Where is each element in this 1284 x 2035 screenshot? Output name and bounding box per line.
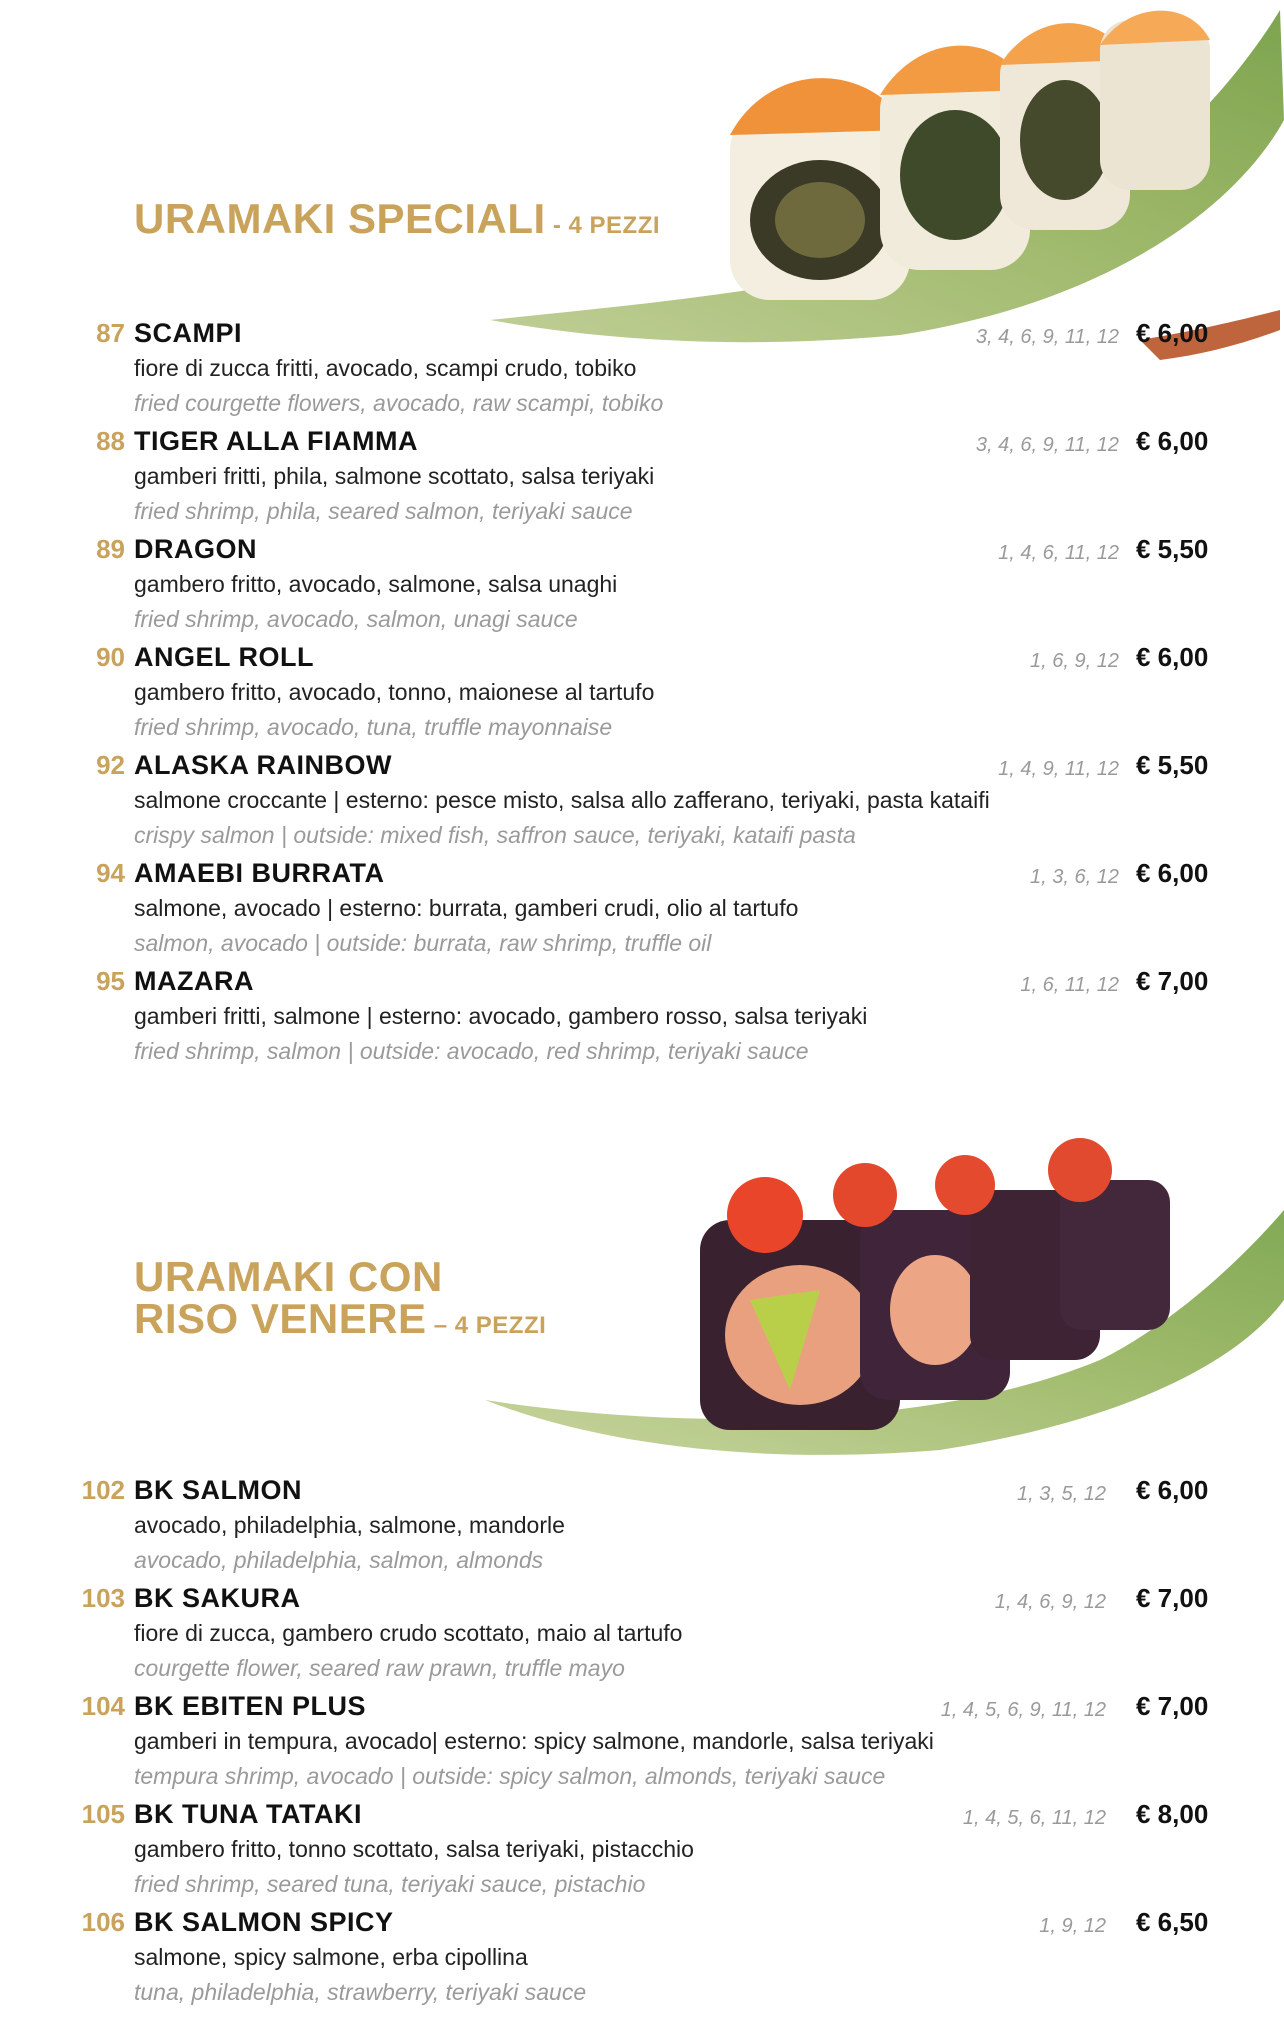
item-allergens: 1, 4, 5, 6, 11, 12 <box>962 1807 1106 1829</box>
item-description-english: fried shrimp, avocado, tuna, truffle mayonnaise <box>134 714 613 740</box>
item-number: 87 <box>96 318 125 348</box>
section-title-text: URAMAKI SPECIALI <box>134 195 546 242</box>
item-number: 104 <box>81 1691 125 1721</box>
item-description-english: tuna, philadelphia, strawberry, teriyaki sauce <box>134 1979 587 2005</box>
item-price: € 8,00 <box>1136 1799 1209 1829</box>
item-name: BK SALMON SPICY <box>134 1907 394 1937</box>
item-allergens: 1, 6, 11, 12 <box>1020 974 1119 996</box>
item-description-italian: gamberi fritti, salmone | esterno: avocado, gambero rosso, salsa teriyaki <box>134 1003 868 1029</box>
item-price: € 7,00 <box>1136 966 1209 996</box>
item-description-english: fried shrimp, salmon | outside: avocado, red shrimp, teriyaki sauce <box>134 1038 809 1064</box>
item-price: € 7,00 <box>1136 1583 1209 1613</box>
item-name: BK SALMON <box>134 1475 302 1505</box>
menu-item <box>0 641 1284 749</box>
menu-item <box>0 533 1284 641</box>
item-name: AMAEBI BURRATA <box>134 858 385 888</box>
menu-item <box>0 1582 1284 1690</box>
item-name: BK TUNA TATAKI <box>134 1799 362 1829</box>
item-description-italian: salmone, avocado | esterno: burrata, gamberi crudi, olio al tartufo <box>134 895 799 921</box>
item-description-english: fried shrimp, seared tuna, teriyaki sauce, pistachio <box>134 1871 646 1897</box>
item-name: TIGER ALLA FIAMMA <box>134 426 418 456</box>
item-price: € 7,00 <box>1136 1691 1209 1721</box>
item-allergens: 1, 6, 9, 12 <box>1030 650 1119 672</box>
menu-item <box>0 749 1284 857</box>
section-title-uramaki-speciali <box>134 195 661 247</box>
item-description-english: courgette flower, seared raw prawn, truffle mayo <box>134 1655 625 1681</box>
section-title-line-1: URAMAKI CON <box>134 1253 443 1300</box>
item-number: 90 <box>96 642 125 672</box>
item-name: DRAGON <box>134 534 257 564</box>
item-description-italian: avocado, philadelphia, salmone, mandorle <box>134 1512 565 1538</box>
menu-item <box>0 965 1284 1073</box>
menu-item <box>0 425 1284 533</box>
item-price: € 5,50 <box>1136 534 1209 564</box>
section-pieces-label: - 4 PEZZI <box>545 212 661 239</box>
item-allergens: 1, 9, 12 <box>1039 1915 1106 1937</box>
item-number: 88 <box>96 426 125 456</box>
item-description-english: crispy salmon | outside: mixed fish, saffron sauce, teriyaki, kataifi pasta <box>134 822 856 848</box>
item-allergens: 1, 3, 6, 12 <box>1030 866 1119 888</box>
item-number: 103 <box>81 1583 125 1613</box>
section-pieces-label: – 4 PEZZI <box>426 1312 547 1339</box>
item-number: 92 <box>96 750 125 780</box>
item-name: BK SAKURA <box>134 1583 301 1613</box>
menu-item <box>0 1474 1284 1582</box>
sushi-photo-riso-venere <box>480 1100 1284 1480</box>
item-description-english: fried courgette flowers, avocado, raw scampi, tobiko <box>134 390 664 416</box>
item-price: € 6,00 <box>1136 318 1209 348</box>
item-description-italian: gambero fritto, avocado, tonno, maionese al tartufo <box>134 679 655 705</box>
item-allergens: 3, 4, 6, 9, 11, 12 <box>975 434 1119 456</box>
item-price: € 6,50 <box>1136 1907 1209 1937</box>
item-allergens: 1, 4, 9, 11, 12 <box>998 758 1119 780</box>
item-number: 106 <box>81 1907 125 1937</box>
item-description-italian: salmone, spicy salmone, erba cipollina <box>134 1944 528 1970</box>
item-description-italian: gambero fritto, avocado, salmone, salsa unaghi <box>134 571 618 597</box>
item-price: € 6,00 <box>1136 426 1209 456</box>
item-allergens: 1, 4, 5, 6, 9, 11, 12 <box>940 1699 1106 1721</box>
item-description-italian: gambero fritto, tonno scottato, salsa teriyaki, pistacchio <box>134 1836 694 1862</box>
item-allergens: 1, 4, 6, 9, 12 <box>994 1591 1106 1613</box>
item-name: MAZARA <box>134 966 254 996</box>
item-name: SCAMPI <box>134 318 243 348</box>
section-title-line-2: RISO VENERE <box>134 1295 427 1342</box>
menu-item <box>0 1690 1284 1798</box>
menu-item <box>0 317 1284 425</box>
item-description-english: fried shrimp, avocado, salmon, unagi sauce <box>134 606 578 632</box>
item-number: 105 <box>81 1799 125 1829</box>
item-price: € 6,00 <box>1136 858 1209 888</box>
item-number: 89 <box>96 534 125 564</box>
section-title-uramaki-riso-venere <box>134 1253 547 1347</box>
menu-item <box>0 1906 1284 2014</box>
item-description-english: fried shrimp, phila, seared salmon, teriyaki sauce <box>134 498 633 524</box>
item-price: € 5,50 <box>1136 750 1209 780</box>
item-number: 95 <box>96 966 125 996</box>
item-description-italian: fiore di zucca, gambero crudo scottato, maio al tartufo <box>134 1620 683 1646</box>
item-name: BK EBITEN PLUS <box>134 1691 367 1721</box>
item-allergens: 1, 4, 6, 11, 12 <box>998 542 1119 564</box>
item-description-english: salmon, avocado | outside: burrata, raw shrimp, truffle oil <box>134 930 712 956</box>
item-price: € 6,00 <box>1136 642 1209 672</box>
item-number: 94 <box>96 858 125 888</box>
item-description-english: tempura shrimp, avocado | outside: spicy salmon, almonds, teriyaki sauce <box>134 1763 886 1789</box>
item-allergens: 1, 3, 5, 12 <box>1017 1483 1106 1505</box>
item-description-italian: salmone croccante | esterno: pesce misto, salsa allo zafferano, teriyaki, pasta kataifi <box>134 787 990 813</box>
item-number: 102 <box>81 1475 125 1505</box>
item-name: ALASKA RAINBOW <box>134 750 392 780</box>
item-allergens: 3, 4, 6, 9, 11, 12 <box>975 326 1119 348</box>
menu-item <box>0 1798 1284 1906</box>
item-name: ANGEL ROLL <box>134 642 314 672</box>
item-description-italian: fiore di zucca fritti, avocado, scampi crudo, tobiko <box>134 355 637 381</box>
item-price: € 6,00 <box>1136 1475 1209 1505</box>
item-description-italian: gamberi fritti, phila, salmone scottato, salsa teriyaki <box>134 463 655 489</box>
menu-item <box>0 857 1284 965</box>
item-description-italian: gamberi in tempura, avocado| esterno: spicy salmone, mandorle, salsa teriyaki <box>134 1728 934 1754</box>
item-description-english: avocado, philadelphia, salmon, almonds <box>134 1547 544 1573</box>
